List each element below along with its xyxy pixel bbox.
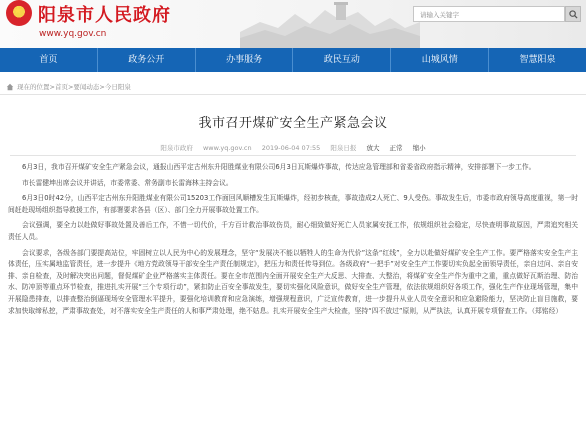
site-header [0, 0, 586, 48]
breadcrumb-separator: > [67, 82, 74, 91]
article-paragraph: 会议要求，各级各部门要提高站位，牢固树立以人民为中心的发展理念，坚守“发展决不能以牺牲人的生命为代价”这条“红线”，全力以赴做好煤矿安全生产工作。要严格落实安全生产主体责任，压实属地监管责任，进一步提升《地方党政领导干部安全生产责任制规定》，把压力和责任传导到位。各级政府“一把手”对安全生产工作要切实负起全面领导责任，亲自过问、亲自安排、亲自检查，及时解决突出问题，督促煤矿企业严格落实主体责任。要在全市范围内全面开展安全生产大反思、大排查、大整治，将煤矿安全生产作为重中之重，重点做好瓦斯治理、防治水、防冲顶等重点环节检查，推进扎实开展“三个专项行动”，紧扣防止百安全事故发生，要切实强化风险意识，做好安全生产管理，依法依规组织好各项工作，强化生产作业现场管理，集中开展隐患排查，以排查整治倒逼现场安全管理水平提升，要强化培训教育和应急演练，增强规程意识，广泛宣传教育，进一步提升从业人员安全意识和应急避险能力，坚决防止盲目施救，要求加快取缔私挖，严肃事故查处，对不落实安全生产责任的人和事严肃处理，绝不姑息。扎实开展安全生产大检查，坚持“四不放过”原则，从严执法，认真开展专项督查工作。（郑铭经） [8, 248, 578, 315]
article-origin: 阳泉日报 [330, 144, 357, 152]
breadcrumb [6, 82, 131, 91]
article-body [8, 162, 578, 321]
site-url: www.yq.gov.cn [39, 29, 107, 39]
font-large-button[interactable]: 放大 [366, 144, 380, 152]
home-icon [6, 83, 14, 91]
article-date: 2019-06-04 07:55 [261, 144, 321, 152]
breadcrumb-home[interactable]: 首页 [54, 83, 68, 91]
nav-item-home[interactable]: 首页 [0, 48, 98, 72]
breadcrumb-separator: > [99, 82, 105, 91]
breadcrumb-news[interactable]: 要闻动态 [73, 83, 100, 91]
mountain-skyline-decoration [240, 0, 420, 48]
article-paragraph: 市长雷健坤出席会议并讲话，市委常委、常务副市长雷海林主持会议。 [22, 178, 233, 187]
article-source: 阳泉市政府 [160, 144, 193, 152]
search-input[interactable]: 请输入关键字 [413, 6, 565, 22]
divider [0, 94, 586, 95]
article-source-url: www.yq.gov.cn [202, 144, 252, 152]
nav-item-scenery[interactable]: 山城风情 [391, 48, 489, 72]
breadcrumb-separator: > [49, 82, 55, 91]
nav-item-smart-city[interactable]: 智慧阳泉 [519, 55, 556, 65]
nav-item-gov-affairs[interactable]: 政务公开 [98, 48, 196, 72]
site-title[interactable]: 阳泉市人民政府 [38, 5, 171, 26]
search-button[interactable] [565, 6, 581, 22]
font-normal-button[interactable]: 正常 [389, 144, 403, 152]
national-emblem-icon [6, 0, 32, 26]
main-nav [0, 48, 586, 72]
nav-item-interaction[interactable]: 政民互动 [293, 48, 391, 72]
article-paragraph: 6月3日，我市召开煤矿安全生产紧急会议，通报山西平定古州东升阳胜煤业有限公司6月3日瓦斯爆炸事故，传达应急管理部和省委省政府指示精神，安排部署下一步工作。 [22, 163, 536, 171]
article-paragraph: 6月3日0时42分，山西平定古州东升阳胜煤业有限公司15203工作面回风顺槽发生瓦斯爆炸，经初步核查，事故造成2人死亡、9人受伤。事故发生后，市委市政府领导高度重视，第一时间赶赴现场组织指导救援工作，有部署要求各县（区）、部门全力开展事故处置工作。 [8, 194, 578, 214]
article-meta [0, 143, 586, 152]
font-small-button[interactable]: 缩小 [412, 144, 426, 152]
search-icon [569, 10, 578, 19]
nav-item-services[interactable]: 办事服务 [196, 48, 294, 72]
breadcrumb-label: 现在的位置 [17, 83, 50, 91]
article-title: 我市召开煤矿安全生产紧急会议 [198, 116, 388, 131]
divider [10, 155, 576, 156]
article-paragraph: 会议强调，要全力以赴做好事故处置及善后工作，不惜一切代价，千方百计救治事故伤员，耐心细致做好死亡人员家属安抚工作，依规组织社会稳定，尽快查明事故原因，严肃追究相关责任人员。 [8, 221, 578, 241]
breadcrumb-today[interactable]: 今日阳泉 [104, 83, 131, 91]
